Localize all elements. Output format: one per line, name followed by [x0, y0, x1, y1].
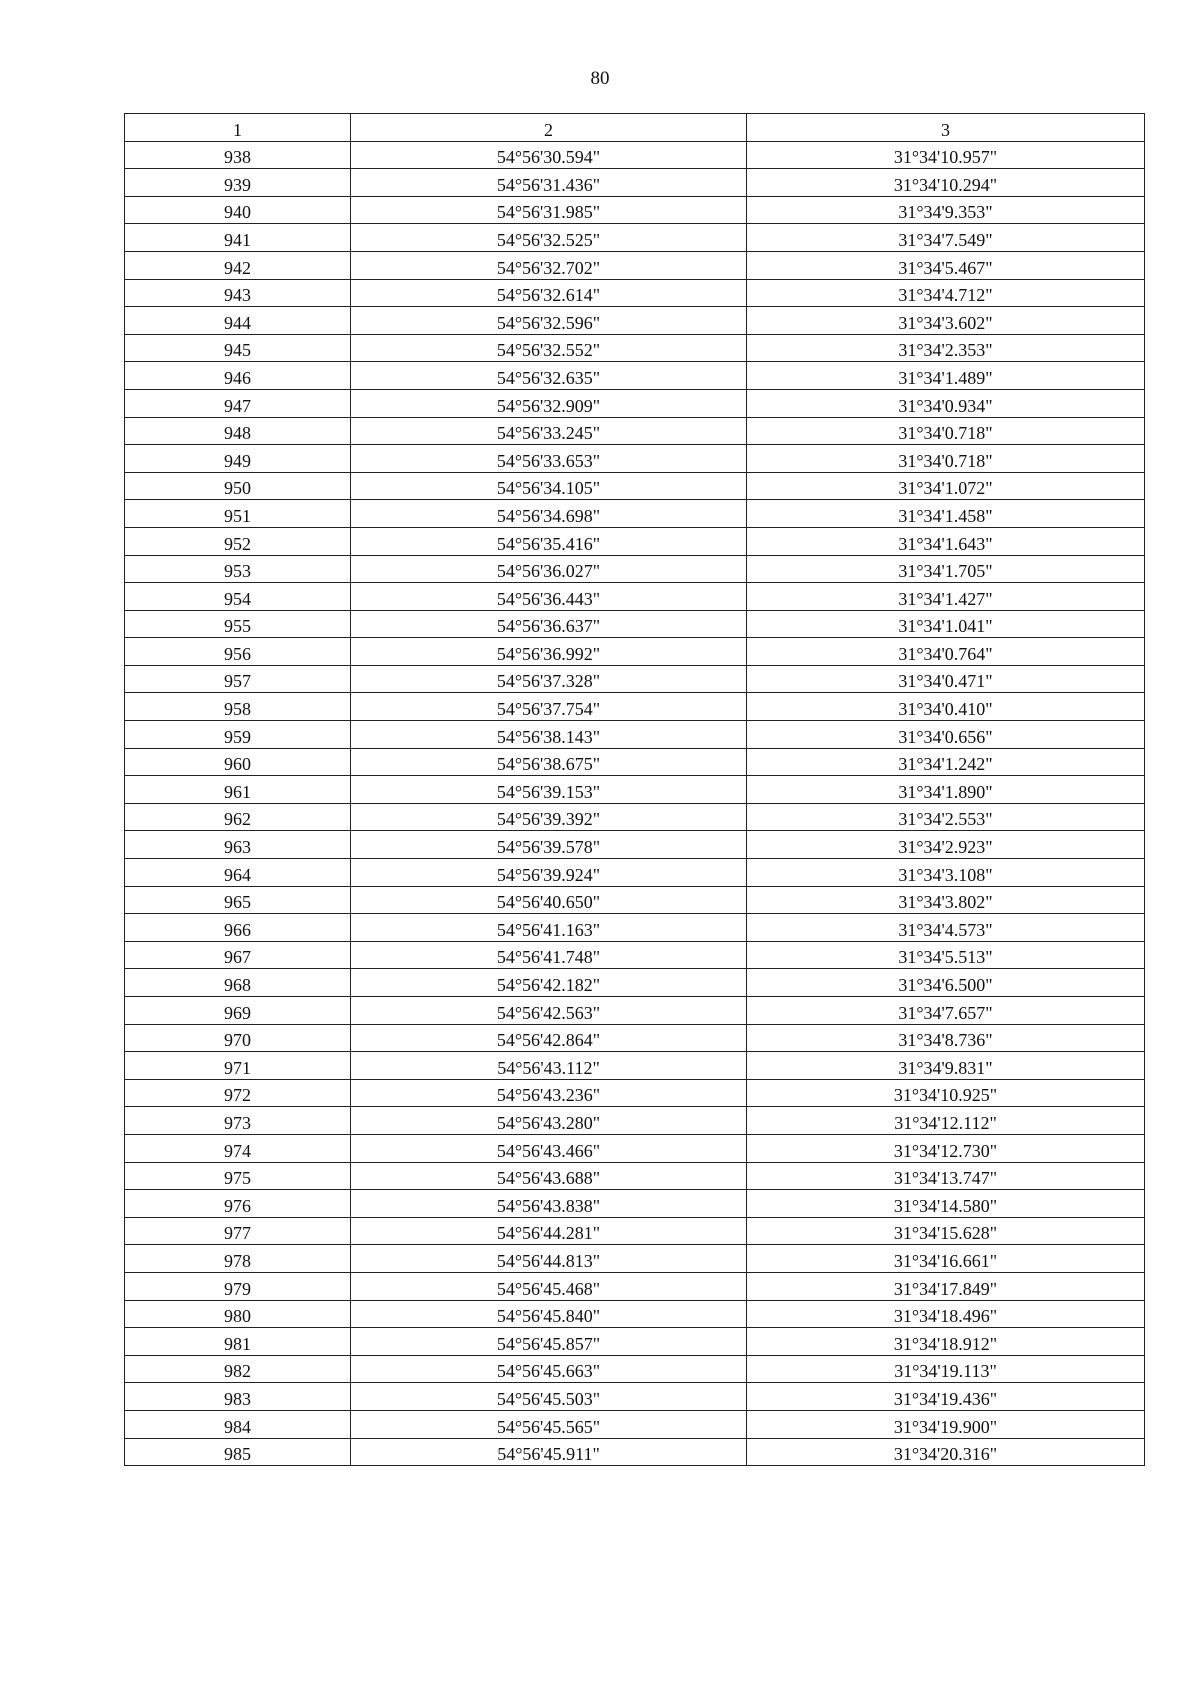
latitude-cell: 54°56'45.857" [351, 1328, 747, 1356]
table-row [125, 914, 1145, 942]
point-number-cell: 966 [125, 914, 351, 942]
longitude-cell: 31°34'16.661" [747, 1245, 1145, 1273]
longitude-cell: 31°34'1.705" [747, 555, 1145, 583]
table-row [125, 527, 1145, 555]
point-number-cell: 954 [125, 583, 351, 611]
longitude-cell: 31°34'1.890" [747, 776, 1145, 804]
latitude-cell: 54°56'32.614" [351, 279, 747, 307]
longitude-cell: 31°34'0.764" [747, 638, 1145, 666]
point-number-cell: 951 [125, 500, 351, 528]
longitude-cell: 31°34'9.353" [747, 196, 1145, 224]
longitude-cell: 31°34'12.730" [747, 1134, 1145, 1162]
point-number-cell: 972 [125, 1079, 351, 1107]
longitude-cell: 31°34'14.580" [747, 1190, 1145, 1218]
longitude-cell: 31°34'0.934" [747, 389, 1145, 417]
longitude-cell: 31°34'6.500" [747, 969, 1145, 997]
point-number-cell: 941 [125, 224, 351, 252]
longitude-cell: 31°34'0.718" [747, 445, 1145, 473]
point-number-cell: 940 [125, 196, 351, 224]
table-row [125, 1245, 1145, 1273]
table-row [125, 693, 1145, 721]
latitude-cell: 54°56'40.650" [351, 886, 747, 914]
longitude-cell: 31°34'18.496" [747, 1300, 1145, 1328]
point-number-cell: 981 [125, 1328, 351, 1356]
latitude-cell: 54°56'33.245" [351, 417, 747, 445]
point-number-cell: 975 [125, 1162, 351, 1190]
table-row [125, 1300, 1145, 1328]
point-number-cell: 973 [125, 1107, 351, 1135]
table-header [125, 114, 1145, 142]
point-number-cell: 985 [125, 1438, 351, 1466]
longitude-cell: 31°34'9.831" [747, 1052, 1145, 1080]
point-number-cell: 952 [125, 527, 351, 555]
point-number-cell: 982 [125, 1355, 351, 1383]
longitude-cell: 31°34'7.657" [747, 997, 1145, 1025]
table-body [125, 141, 1145, 1466]
longitude-cell: 31°34'10.294" [747, 169, 1145, 197]
latitude-cell: 54°56'34.698" [351, 500, 747, 528]
point-number-cell: 983 [125, 1383, 351, 1411]
table-row [125, 362, 1145, 390]
latitude-cell: 54°56'43.280" [351, 1107, 747, 1135]
point-number-cell: 938 [125, 141, 351, 169]
longitude-cell: 31°34'19.436" [747, 1383, 1145, 1411]
latitude-cell: 54°56'43.688" [351, 1162, 747, 1190]
latitude-cell: 54°56'32.702" [351, 251, 747, 279]
longitude-cell: 31°34'2.553" [747, 803, 1145, 831]
point-number-cell: 949 [125, 445, 351, 473]
point-number-cell: 968 [125, 969, 351, 997]
longitude-cell: 31°34'19.900" [747, 1410, 1145, 1438]
table-row [125, 859, 1145, 887]
table-row [125, 803, 1145, 831]
latitude-cell: 54°56'45.663" [351, 1355, 747, 1383]
table-row [125, 1190, 1145, 1218]
latitude-cell: 54°56'41.163" [351, 914, 747, 942]
table-row [125, 941, 1145, 969]
latitude-cell: 54°56'39.392" [351, 803, 747, 831]
latitude-cell: 54°56'36.027" [351, 555, 747, 583]
point-number-cell: 948 [125, 417, 351, 445]
table-row [125, 1107, 1145, 1135]
point-number-cell: 955 [125, 610, 351, 638]
table-row [125, 748, 1145, 776]
table-row [125, 1052, 1145, 1080]
latitude-cell: 54°56'43.838" [351, 1190, 747, 1218]
latitude-cell: 54°56'45.565" [351, 1410, 747, 1438]
latitude-cell: 54°56'32.596" [351, 307, 747, 335]
latitude-cell: 54°56'42.563" [351, 997, 747, 1025]
point-number-cell: 965 [125, 886, 351, 914]
point-number-cell: 956 [125, 638, 351, 666]
point-number-cell: 950 [125, 472, 351, 500]
latitude-cell: 54°56'35.416" [351, 527, 747, 555]
coordinates-table [124, 113, 1145, 1466]
latitude-cell: 54°56'30.594" [351, 141, 747, 169]
longitude-cell: 31°34'8.736" [747, 1024, 1145, 1052]
latitude-cell: 54°56'44.281" [351, 1217, 747, 1245]
longitude-cell: 31°34'0.718" [747, 417, 1145, 445]
point-number-cell: 945 [125, 334, 351, 362]
table-row [125, 776, 1145, 804]
point-number-cell: 959 [125, 721, 351, 749]
column-header-3: 3 [747, 114, 1145, 142]
point-number-cell: 971 [125, 1052, 351, 1080]
table-row [125, 472, 1145, 500]
table-row [125, 1355, 1145, 1383]
longitude-cell: 31°34'2.353" [747, 334, 1145, 362]
latitude-cell: 54°56'39.578" [351, 831, 747, 859]
longitude-cell: 31°34'1.458" [747, 500, 1145, 528]
longitude-cell: 31°34'20.316" [747, 1438, 1145, 1466]
point-number-cell: 980 [125, 1300, 351, 1328]
table-row [125, 334, 1145, 362]
latitude-cell: 54°56'37.754" [351, 693, 747, 721]
table-row [125, 1328, 1145, 1356]
longitude-cell: 31°34'0.410" [747, 693, 1145, 721]
point-number-cell: 961 [125, 776, 351, 804]
point-number-cell: 958 [125, 693, 351, 721]
table-row [125, 169, 1145, 197]
table-row [125, 1410, 1145, 1438]
longitude-cell: 31°34'3.802" [747, 886, 1145, 914]
longitude-cell: 31°34'10.957" [747, 141, 1145, 169]
page-number: 80 [590, 68, 610, 89]
point-number-cell: 942 [125, 251, 351, 279]
latitude-cell: 54°56'32.552" [351, 334, 747, 362]
longitude-cell: 31°34'4.573" [747, 914, 1145, 942]
column-header-2: 2 [351, 114, 747, 142]
table-row [125, 1217, 1145, 1245]
latitude-cell: 54°56'32.525" [351, 224, 747, 252]
latitude-cell: 54°56'37.328" [351, 665, 747, 693]
point-number-cell: 943 [125, 279, 351, 307]
latitude-cell: 54°56'38.675" [351, 748, 747, 776]
point-number-cell: 957 [125, 665, 351, 693]
latitude-cell: 54°56'39.924" [351, 859, 747, 887]
table-row [125, 1383, 1145, 1411]
longitude-cell: 31°34'5.467" [747, 251, 1145, 279]
table-row [125, 555, 1145, 583]
latitude-cell: 54°56'33.653" [351, 445, 747, 473]
table-row [125, 1162, 1145, 1190]
table-row [125, 721, 1145, 749]
latitude-cell: 54°56'36.637" [351, 610, 747, 638]
longitude-cell: 31°34'10.925" [747, 1079, 1145, 1107]
point-number-cell: 979 [125, 1272, 351, 1300]
latitude-cell: 54°56'32.909" [351, 389, 747, 417]
point-number-cell: 960 [125, 748, 351, 776]
table-row [125, 610, 1145, 638]
point-number-cell: 962 [125, 803, 351, 831]
table-row [125, 969, 1145, 997]
point-number-cell: 977 [125, 1217, 351, 1245]
longitude-cell: 31°34'1.041" [747, 610, 1145, 638]
point-number-cell: 953 [125, 555, 351, 583]
point-number-cell: 984 [125, 1410, 351, 1438]
point-number-cell: 978 [125, 1245, 351, 1273]
latitude-cell: 54°56'45.503" [351, 1383, 747, 1411]
latitude-cell: 54°56'43.112" [351, 1052, 747, 1080]
latitude-cell: 54°56'36.992" [351, 638, 747, 666]
longitude-cell: 31°34'1.242" [747, 748, 1145, 776]
table-row [125, 1024, 1145, 1052]
longitude-cell: 31°34'2.923" [747, 831, 1145, 859]
longitude-cell: 31°34'15.628" [747, 1217, 1145, 1245]
longitude-cell: 31°34'18.912" [747, 1328, 1145, 1356]
table-row [125, 389, 1145, 417]
latitude-cell: 54°56'45.468" [351, 1272, 747, 1300]
table-row [125, 831, 1145, 859]
table-row [125, 1134, 1145, 1162]
table-row [125, 500, 1145, 528]
table-row [125, 886, 1145, 914]
latitude-cell: 54°56'45.911" [351, 1438, 747, 1466]
point-number-cell: 964 [125, 859, 351, 887]
table-row [125, 279, 1145, 307]
table-row [125, 307, 1145, 335]
point-number-cell: 974 [125, 1134, 351, 1162]
latitude-cell: 54°56'31.985" [351, 196, 747, 224]
table-row [125, 196, 1145, 224]
latitude-cell: 54°56'42.182" [351, 969, 747, 997]
latitude-cell: 54°56'32.635" [351, 362, 747, 390]
latitude-cell: 54°56'44.813" [351, 1245, 747, 1273]
latitude-cell: 54°56'31.436" [351, 169, 747, 197]
longitude-cell: 31°34'13.747" [747, 1162, 1145, 1190]
longitude-cell: 31°34'4.712" [747, 279, 1145, 307]
table-row [125, 997, 1145, 1025]
table-row [125, 583, 1145, 611]
latitude-cell: 54°56'39.153" [351, 776, 747, 804]
point-number-cell: 947 [125, 389, 351, 417]
point-number-cell: 969 [125, 997, 351, 1025]
table-row [125, 251, 1145, 279]
longitude-cell: 31°34'17.849" [747, 1272, 1145, 1300]
longitude-cell: 31°34'1.489" [747, 362, 1145, 390]
table-row [125, 1079, 1145, 1107]
table-row [125, 1438, 1145, 1466]
latitude-cell: 54°56'41.748" [351, 941, 747, 969]
latitude-cell: 54°56'43.466" [351, 1134, 747, 1162]
longitude-cell: 31°34'1.072" [747, 472, 1145, 500]
point-number-cell: 939 [125, 169, 351, 197]
header-row [125, 114, 1145, 142]
latitude-cell: 54°56'38.143" [351, 721, 747, 749]
column-header-1: 1 [125, 114, 351, 142]
latitude-cell: 54°56'45.840" [351, 1300, 747, 1328]
table-row [125, 141, 1145, 169]
latitude-cell: 54°56'43.236" [351, 1079, 747, 1107]
longitude-cell: 31°34'0.656" [747, 721, 1145, 749]
latitude-cell: 54°56'42.864" [351, 1024, 747, 1052]
table-row [125, 1272, 1145, 1300]
table-row [125, 224, 1145, 252]
table-row [125, 638, 1145, 666]
latitude-cell: 54°56'36.443" [351, 583, 747, 611]
longitude-cell: 31°34'19.113" [747, 1355, 1145, 1383]
longitude-cell: 31°34'0.471" [747, 665, 1145, 693]
longitude-cell: 31°34'7.549" [747, 224, 1145, 252]
point-number-cell: 944 [125, 307, 351, 335]
table-row [125, 665, 1145, 693]
point-number-cell: 976 [125, 1190, 351, 1218]
point-number-cell: 963 [125, 831, 351, 859]
point-number-cell: 967 [125, 941, 351, 969]
table-row [125, 445, 1145, 473]
latitude-cell: 54°56'34.105" [351, 472, 747, 500]
longitude-cell: 31°34'12.112" [747, 1107, 1145, 1135]
longitude-cell: 31°34'1.643" [747, 527, 1145, 555]
longitude-cell: 31°34'3.108" [747, 859, 1145, 887]
point-number-cell: 970 [125, 1024, 351, 1052]
longitude-cell: 31°34'1.427" [747, 583, 1145, 611]
longitude-cell: 31°34'3.602" [747, 307, 1145, 335]
point-number-cell: 946 [125, 362, 351, 390]
longitude-cell: 31°34'5.513" [747, 941, 1145, 969]
table-row [125, 417, 1145, 445]
